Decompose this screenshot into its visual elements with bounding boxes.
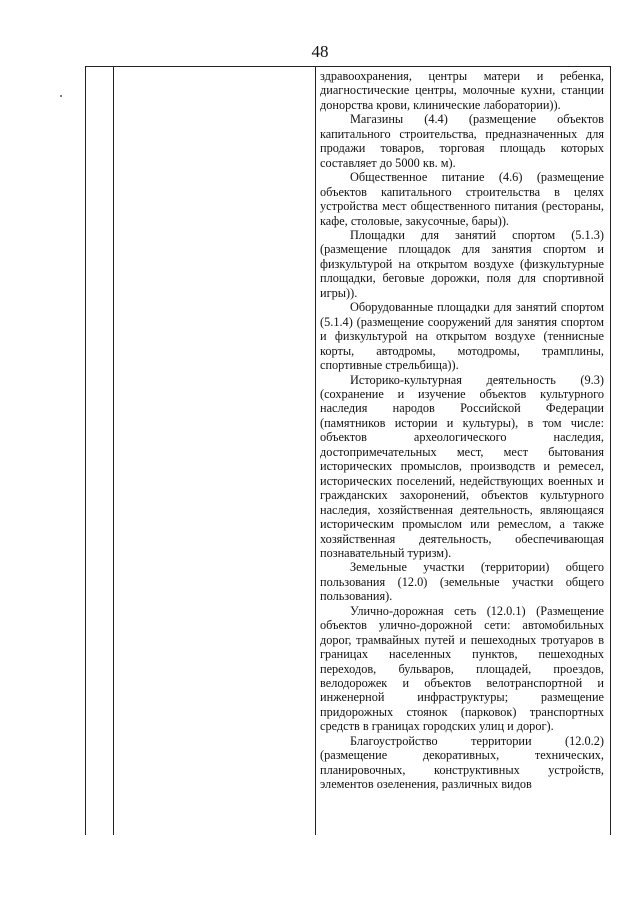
regulation-table [85,66,611,835]
paragraph-equipped-sport-grounds: Оборудованные площадки для занятий спортом (5.1.4) (размещение сооружений для занятия спортом и физкультурой на открытом воздухе (теннисные корты, автодромы, мотодромы, трамплины, спортивные стрельбища)). [320,300,604,373]
paragraph-landscaping: Благоустройство территории (12.0.2) (размещение декоративных, технических, планировочных, конструктивных устройств, элементов озеленения, различных видов [320,733,604,792]
paragraph-street-road-network: Улично-дорожная сеть (12.0.1) (Размещение объектов улично-дорожной сети: автомобильных дорог, трамвайных путей и пешеходных тротуаров в границах населенных пунктов, пешеходных переходов, бульваров, площадей, проездов, велодорожек и объектов велотранспортной и инженерной инфраструктуры; размещение придорожных стоянок (парковок) транспортных средств в границах городских улиц и дорог). [320,603,604,734]
permitted-use-cell [320,69,604,835]
column-divider-2 [315,67,316,835]
paragraph-public-land: Земельные участки (территории) общего пользования (12.0) (земельные участки общего пользования). [320,560,604,604]
paragraph-historical-cultural: Историко-культурная деятельность (9.3) (сохранение и изучение объектов культурного наследия народов Российской Федерации (памятников истории и культуры), в том числе: объектов археологического наследия, достопримечательных мест, мест бытования исторических промыслов, производств и ремесел, исторических поселений, недействующих военных и гражданских захоронений, объектов культурного наследия, хозяйственная деятельность, являющаяся историческим промыслом или ремеслом, а также хозяйственная деятельность, обеспечивающая познавательный туризм). [320,372,604,560]
paragraph-shops: Магазины (4.4) (размещение объектов капитального строительства, предназначенных для продажи товаров, торговая площадь которых составляет до 5000 кв. м). [320,112,604,170]
scan-speck [60,95,62,97]
page-number: 48 [311,42,329,61]
column-divider-1 [113,67,114,835]
paragraph-catering: Общественное питание (4.6) (размещение объектов капитального строительства в целях устройства мест общественного питания (рестораны, кафе, столовые, закусочные, бары)). [320,170,604,228]
paragraph-healthcare: здравоохранения, центры матери и ребенка, диагностические центры, молочные кухни, станции донорства крови, клинические лаборатории)). [320,69,604,112]
paragraph-sport-grounds: Площадки для занятий спортом (5.1.3) (размещение площадок для занятия спортом и физкультурой на открытом воздухе (физкультурные площадки, беговые дорожки, поля для спортивной игры)). [320,227,604,300]
